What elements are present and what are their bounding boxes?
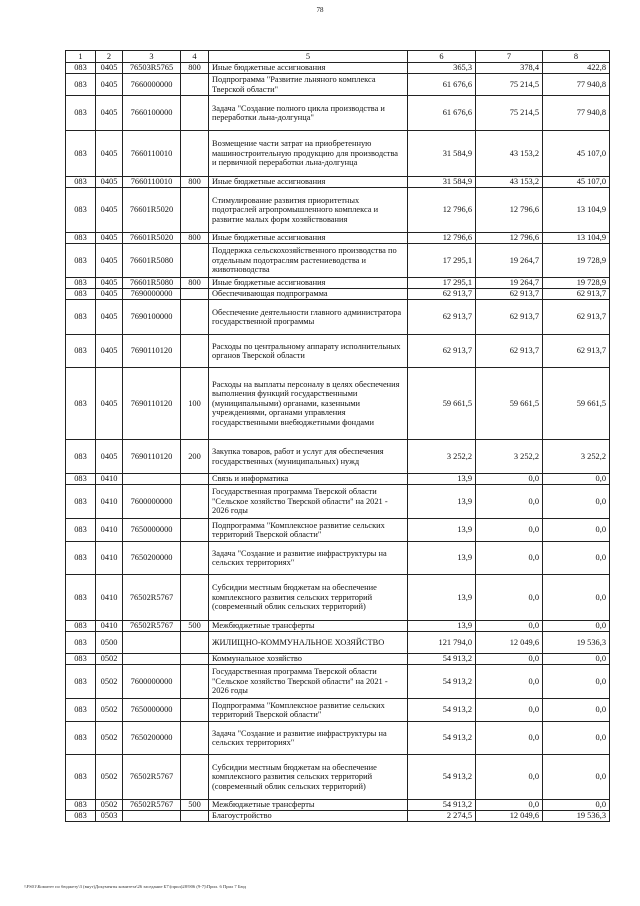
cell-expense-kind: [181, 665, 209, 699]
cell-amount-3: 422,8: [543, 63, 610, 74]
cell-target-code: 7650000000: [123, 519, 181, 542]
table-row: [66, 621, 610, 632]
cell-target-code: [123, 811, 181, 822]
cell-admin-code: 083: [66, 233, 96, 244]
cell-target-code: 7650200000: [123, 542, 181, 575]
cell-admin-code: 083: [66, 278, 96, 289]
cell-admin-code: 083: [66, 289, 96, 300]
cell-amount-2: 0,0: [476, 654, 543, 665]
cell-amount-2: 0,0: [476, 519, 543, 542]
cell-target-code: [123, 654, 181, 665]
cell-name: Обеспечение деятельности главного администратора государственной программы: [209, 300, 408, 335]
cell-section-code: 0410: [96, 542, 123, 575]
cell-amount-3: 0,0: [543, 485, 610, 519]
cell-amount-1: 12 796,6: [408, 233, 476, 244]
cell-name: ЖИЛИЩНО-КОММУНАЛЬНОЕ ХОЗЯЙСТВО: [209, 632, 408, 654]
table-row: [66, 654, 610, 665]
cell-amount-3: 3 252,2: [543, 440, 610, 474]
cell-name: Межбюджетные трансферты: [209, 800, 408, 811]
cell-expense-kind: [181, 811, 209, 822]
cell-section-code: 0405: [96, 233, 123, 244]
cell-admin-code: 083: [66, 755, 96, 800]
table-row: [66, 289, 610, 300]
cell-amount-1: 54 913,2: [408, 654, 476, 665]
cell-name: Расходы по центральному аппарату исполнительных органов Тверской области: [209, 335, 408, 368]
cell-section-code: 0405: [96, 63, 123, 74]
cell-amount-3: 77 940,8: [543, 74, 610, 96]
column-header: 3: [123, 51, 181, 63]
cell-target-code: [123, 474, 181, 485]
cell-amount-2: 62 913,7: [476, 289, 543, 300]
cell-target-code: 7650000000: [123, 699, 181, 722]
table-row: [66, 485, 610, 519]
cell-expense-kind: [181, 131, 209, 177]
cell-amount-2: 62 913,7: [476, 300, 543, 335]
cell-expense-kind: 500: [181, 800, 209, 811]
cell-amount-3: 0,0: [543, 654, 610, 665]
cell-amount-1: 62 913,7: [408, 289, 476, 300]
cell-expense-kind: [181, 722, 209, 755]
cell-admin-code: 083: [66, 96, 96, 131]
cell-amount-3: 19 728,9: [543, 244, 610, 278]
cell-amount-1: 365,3: [408, 63, 476, 74]
cell-section-code: 0503: [96, 811, 123, 822]
cell-section-code: 0502: [96, 654, 123, 665]
cell-amount-1: 17 295,1: [408, 244, 476, 278]
cell-section-code: 0410: [96, 474, 123, 485]
cell-amount-3: 62 913,7: [543, 335, 610, 368]
cell-amount-2: 0,0: [476, 575, 543, 621]
table-row: [66, 278, 610, 289]
cell-name: Задача "Создание и развитие инфраструктуры на сельских территориях": [209, 722, 408, 755]
cell-section-code: 0405: [96, 335, 123, 368]
table-body: [66, 63, 610, 822]
table-row: [66, 755, 610, 800]
cell-amount-1: 31 584,9: [408, 177, 476, 188]
cell-name: Закупка товаров, работ и услуг для обеспечения государственных (муниципальных) нужд: [209, 440, 408, 474]
cell-admin-code: 083: [66, 63, 96, 74]
cell-admin-code: 083: [66, 188, 96, 233]
table-row: [66, 233, 610, 244]
cell-amount-2: 75 214,5: [476, 74, 543, 96]
cell-section-code: 0410: [96, 519, 123, 542]
cell-name: Субсидии местным бюджетам на обеспечение комплексного развития сельских территорий (современный облик сельских территорий): [209, 755, 408, 800]
cell-amount-1: 13,9: [408, 519, 476, 542]
cell-section-code: 0410: [96, 485, 123, 519]
cell-expense-kind: 200: [181, 440, 209, 474]
cell-expense-kind: 800: [181, 63, 209, 74]
cell-name: Субсидии местным бюджетам на обеспечение комплексного развития сельских территорий (современный облик сельских территорий): [209, 575, 408, 621]
cell-target-code: 76502R5767: [123, 575, 181, 621]
cell-amount-2: 12 049,6: [476, 632, 543, 654]
table-row: [66, 244, 610, 278]
cell-section-code: 0405: [96, 177, 123, 188]
cell-name: Возмещение части затрат на приобретенную машиностроительную продукцию для производства и первичной переработки льна-долгунца: [209, 131, 408, 177]
page-number: 78: [316, 6, 324, 14]
cell-amount-2: 12 049,6: [476, 811, 543, 822]
cell-amount-2: 0,0: [476, 665, 543, 699]
column-header: 2: [96, 51, 123, 63]
cell-admin-code: 083: [66, 335, 96, 368]
cell-amount-2: 0,0: [476, 474, 543, 485]
cell-amount-2: 0,0: [476, 755, 543, 800]
cell-expense-kind: [181, 474, 209, 485]
cell-target-code: 7660000000: [123, 74, 181, 96]
cell-expense-kind: 500: [181, 621, 209, 632]
cell-section-code: 0500: [96, 632, 123, 654]
table-row: [66, 632, 610, 654]
table-row: [66, 440, 610, 474]
table-row: [66, 575, 610, 621]
cell-amount-3: 62 913,7: [543, 300, 610, 335]
cell-target-code: 76601R5080: [123, 278, 181, 289]
cell-section-code: 0405: [96, 300, 123, 335]
cell-name: Иные бюджетные ассигнования: [209, 233, 408, 244]
cell-target-code: 7690110120: [123, 335, 181, 368]
cell-expense-kind: [181, 542, 209, 575]
cell-amount-2: 0,0: [476, 542, 543, 575]
cell-target-code: 7650200000: [123, 722, 181, 755]
cell-amount-3: 13 104,9: [543, 188, 610, 233]
cell-amount-1: 13,9: [408, 621, 476, 632]
cell-admin-code: 083: [66, 440, 96, 474]
cell-expense-kind: [181, 575, 209, 621]
cell-amount-2: 19 264,7: [476, 278, 543, 289]
cell-expense-kind: [181, 244, 209, 278]
table-row: [66, 474, 610, 485]
cell-expense-kind: 800: [181, 278, 209, 289]
cell-section-code: 0502: [96, 665, 123, 699]
cell-amount-2: 59 661,5: [476, 368, 543, 440]
cell-section-code: 0502: [96, 800, 123, 811]
cell-amount-3: 19 536,3: [543, 632, 610, 654]
cell-section-code: 0405: [96, 244, 123, 278]
cell-section-code: 0405: [96, 289, 123, 300]
cell-amount-3: 0,0: [543, 800, 610, 811]
cell-name: Коммунальное хозяйство: [209, 654, 408, 665]
cell-amount-3: 45 107,0: [543, 131, 610, 177]
cell-target-code: 76502R5767: [123, 621, 181, 632]
cell-amount-2: 62 913,7: [476, 335, 543, 368]
cell-name: Государственная программа Тверской области "Сельское хозяйство Тверской области" на 2021 - 2026 годы: [209, 485, 408, 519]
cell-admin-code: 083: [66, 811, 96, 822]
cell-amount-1: 61 676,6: [408, 74, 476, 96]
cell-admin-code: 083: [66, 621, 96, 632]
cell-name: Подпрограмма "Развитие льняного комплекса Тверской области": [209, 74, 408, 96]
cell-section-code: 0405: [96, 368, 123, 440]
budget-table: [65, 50, 610, 822]
cell-amount-1: 62 913,7: [408, 335, 476, 368]
cell-expense-kind: [181, 699, 209, 722]
cell-amount-1: 59 661,5: [408, 368, 476, 440]
cell-amount-1: 13,9: [408, 474, 476, 485]
cell-amount-2: 75 214,5: [476, 96, 543, 131]
cell-amount-2: 19 264,7: [476, 244, 543, 278]
column-header: 4: [181, 51, 209, 63]
column-header: 5: [209, 51, 408, 63]
cell-target-code: 7660110010: [123, 131, 181, 177]
cell-target-code: 7690110120: [123, 368, 181, 440]
cell-section-code: 0410: [96, 621, 123, 632]
table-row: [66, 699, 610, 722]
cell-amount-3: 19 728,9: [543, 278, 610, 289]
table-row: [66, 665, 610, 699]
cell-name: Стимулирование развития приоритетных подотраслей агропромышленного комплекса и развитие малых форм хозяйствования: [209, 188, 408, 233]
cell-target-code: 7660100000: [123, 96, 181, 131]
cell-name: Обеспечивающая подпрограмма: [209, 289, 408, 300]
cell-amount-3: 0,0: [543, 474, 610, 485]
cell-section-code: 0405: [96, 440, 123, 474]
cell-target-code: 76601R5020: [123, 233, 181, 244]
cell-amount-1: 54 913,2: [408, 800, 476, 811]
cell-name: Задача "Создание и развитие инфраструктуры на сельских территориях": [209, 542, 408, 575]
cell-amount-2: 0,0: [476, 722, 543, 755]
cell-admin-code: 083: [66, 244, 96, 278]
cell-amount-1: 12 796,6: [408, 188, 476, 233]
table-row: [66, 368, 610, 440]
cell-target-code: 76502R5767: [123, 755, 181, 800]
cell-admin-code: 083: [66, 368, 96, 440]
cell-amount-1: 54 913,2: [408, 722, 476, 755]
cell-admin-code: 083: [66, 575, 96, 621]
cell-target-code: 7600000000: [123, 665, 181, 699]
cell-name: Иные бюджетные ассигнования: [209, 63, 408, 74]
cell-expense-kind: [181, 74, 209, 96]
cell-amount-3: 0,0: [543, 621, 610, 632]
cell-target-code: 7690100000: [123, 300, 181, 335]
table-row: [66, 811, 610, 822]
cell-expense-kind: 100: [181, 368, 209, 440]
cell-admin-code: 083: [66, 800, 96, 811]
cell-name: Связь и информатика: [209, 474, 408, 485]
cell-amount-2: 43 153,2: [476, 177, 543, 188]
table-row: [66, 542, 610, 575]
cell-amount-2: 12 796,6: [476, 233, 543, 244]
cell-admin-code: 083: [66, 300, 96, 335]
cell-amount-1: 54 913,2: [408, 665, 476, 699]
cell-amount-3: 62 913,7: [543, 289, 610, 300]
cell-admin-code: 083: [66, 519, 96, 542]
cell-amount-1: 31 584,9: [408, 131, 476, 177]
cell-target-code: 76502R5767: [123, 800, 181, 811]
cell-section-code: 0502: [96, 755, 123, 800]
cell-admin-code: 083: [66, 722, 96, 755]
cell-amount-3: 59 661,5: [543, 368, 610, 440]
cell-admin-code: 083: [66, 699, 96, 722]
cell-admin-code: 083: [66, 74, 96, 96]
table-row: [66, 335, 610, 368]
cell-target-code: 7660110010: [123, 177, 181, 188]
cell-target-code: 76601R5080: [123, 244, 181, 278]
cell-section-code: 0405: [96, 278, 123, 289]
cell-expense-kind: [181, 485, 209, 519]
header-row: [66, 51, 610, 63]
cell-expense-kind: [181, 519, 209, 542]
cell-amount-3: 19 536,3: [543, 811, 610, 822]
table-row: [66, 96, 610, 131]
cell-amount-3: 0,0: [543, 542, 610, 575]
cell-expense-kind: [181, 300, 209, 335]
cell-amount-3: 0,0: [543, 665, 610, 699]
cell-amount-2: 0,0: [476, 485, 543, 519]
cell-amount-1: 54 913,2: [408, 699, 476, 722]
cell-admin-code: 083: [66, 177, 96, 188]
cell-section-code: 0405: [96, 96, 123, 131]
cell-amount-2: 12 796,6: [476, 188, 543, 233]
table-row: [66, 131, 610, 177]
cell-amount-1: 13,9: [408, 542, 476, 575]
cell-amount-1: 121 794,0: [408, 632, 476, 654]
cell-amount-3: 13 104,9: [543, 233, 610, 244]
cell-section-code: 0502: [96, 722, 123, 755]
cell-amount-3: 0,0: [543, 699, 610, 722]
cell-name: Задача "Создание полного цикла производства и переработки льна-долгунца": [209, 96, 408, 131]
cell-admin-code: 083: [66, 665, 96, 699]
column-header: 1: [66, 51, 96, 63]
cell-section-code: 0502: [96, 699, 123, 722]
table-row: [66, 177, 610, 188]
cell-section-code: 0410: [96, 575, 123, 621]
column-header: 8: [543, 51, 610, 63]
column-header: 6: [408, 51, 476, 63]
cell-amount-3: 45 107,0: [543, 177, 610, 188]
cell-target-code: 7600000000: [123, 485, 181, 519]
table-row: [66, 74, 610, 96]
cell-name: Межбюджетные трансферты: [209, 621, 408, 632]
cell-amount-2: 0,0: [476, 621, 543, 632]
cell-expense-kind: [181, 654, 209, 665]
cell-admin-code: 083: [66, 474, 96, 485]
cell-target-code: 7690000000: [123, 289, 181, 300]
cell-name: Поддержка сельскохозяйственного производства по отдельным подотраслям растениеводства и животноводства: [209, 244, 408, 278]
cell-name: Иные бюджетные ассигнования: [209, 278, 408, 289]
table-row: [66, 63, 610, 74]
cell-amount-1: 3 252,2: [408, 440, 476, 474]
cell-expense-kind: [181, 96, 209, 131]
cell-name: Государственная программа Тверской области "Сельское хозяйство Тверской области" на 2021 - 2026 годы: [209, 665, 408, 699]
cell-amount-2: 0,0: [476, 699, 543, 722]
cell-amount-3: 0,0: [543, 575, 610, 621]
column-header: 7: [476, 51, 543, 63]
cell-amount-1: 54 913,2: [408, 755, 476, 800]
cell-amount-1: 13,9: [408, 485, 476, 519]
cell-name: Благоустройство: [209, 811, 408, 822]
cell-admin-code: 083: [66, 485, 96, 519]
cell-name: Иные бюджетные ассигнования: [209, 177, 408, 188]
cell-amount-2: 0,0: [476, 800, 543, 811]
cell-amount-1: 2 274,5: [408, 811, 476, 822]
cell-expense-kind: 800: [181, 233, 209, 244]
cell-section-code: 0405: [96, 131, 123, 177]
cell-section-code: 0405: [96, 74, 123, 96]
cell-section-code: 0405: [96, 188, 123, 233]
table-row: [66, 188, 610, 233]
cell-amount-1: 62 913,7: [408, 300, 476, 335]
cell-amount-3: 0,0: [543, 519, 610, 542]
cell-expense-kind: [181, 289, 209, 300]
cell-target-code: 76503R5765: [123, 63, 181, 74]
table-row: [66, 722, 610, 755]
cell-amount-1: 61 676,6: [408, 96, 476, 131]
cell-admin-code: 083: [66, 542, 96, 575]
cell-admin-code: 083: [66, 632, 96, 654]
cell-amount-3: 77 940,8: [543, 96, 610, 131]
cell-name: Подпрограмма "Комплексное развитие сельских территорий Тверской области": [209, 699, 408, 722]
table-row: [66, 800, 610, 811]
cell-name: Расходы на выплаты персоналу в целях обеспечения выполнения функций государственными (муниципальными) органами, казенными учреждениями, органами управления государственными внебюджетными фондами: [209, 368, 408, 440]
cell-admin-code: 083: [66, 131, 96, 177]
cell-amount-1: 13,9: [408, 575, 476, 621]
cell-amount-2: 3 252,2: [476, 440, 543, 474]
table-row: [66, 300, 610, 335]
cell-amount-2: 43 153,2: [476, 131, 543, 177]
cell-amount-3: 0,0: [543, 755, 610, 800]
cell-expense-kind: [181, 755, 209, 800]
cell-target-code: [123, 632, 181, 654]
cell-target-code: 7690110120: [123, 440, 181, 474]
cell-amount-3: 0,0: [543, 722, 610, 755]
cell-expense-kind: [181, 335, 209, 368]
cell-admin-code: 083: [66, 654, 96, 665]
footer-file-path: \\FS01\Комитет по бюджету\3 (внут)Документы комитета\26 заседание Б7\(прил)28\906 (9-7)\Прил. 6 Прил 7 Бюд: [24, 884, 247, 889]
table-row: [66, 519, 610, 542]
cell-amount-2: 378,4: [476, 63, 543, 74]
cell-target-code: 76601R5020: [123, 188, 181, 233]
cell-expense-kind: 800: [181, 177, 209, 188]
cell-expense-kind: [181, 188, 209, 233]
cell-expense-kind: [181, 632, 209, 654]
cell-amount-1: 17 295,1: [408, 278, 476, 289]
cell-name: Подпрограмма "Комплексное развитие сельских территорий Тверской области": [209, 519, 408, 542]
